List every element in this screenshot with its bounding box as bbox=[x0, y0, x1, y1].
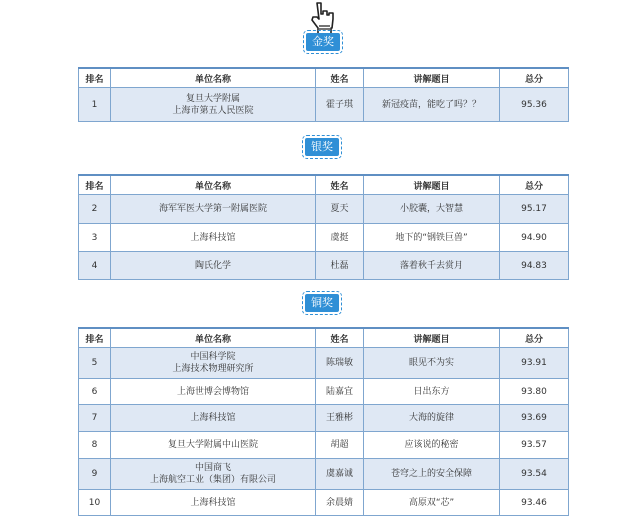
title-cell: 应该说的秘密 bbox=[364, 432, 500, 459]
score-cell: 93.54 bbox=[500, 459, 569, 490]
gold-award-badge: 金奖 bbox=[306, 33, 340, 51]
header-rank: 排名 bbox=[79, 328, 111, 348]
header-rank: 排名 bbox=[79, 68, 111, 88]
header-title: 讲解题目 bbox=[364, 175, 500, 195]
rank-cell: 10 bbox=[79, 490, 111, 516]
gold-table bbox=[78, 67, 569, 122]
unit-line: 上海航空工业（集团）有限公司 bbox=[149, 475, 276, 485]
name-cell: 余晨婧 bbox=[316, 490, 364, 516]
title-cell: 日出东方 bbox=[364, 379, 500, 405]
score-cell: 93.46 bbox=[500, 490, 569, 516]
score-cell: 93.80 bbox=[500, 379, 569, 405]
title-cell: 地下的“钢铁巨兽” bbox=[364, 224, 500, 252]
table-row bbox=[79, 224, 569, 252]
header-unit: 单位名称 bbox=[111, 175, 316, 195]
header-name: 姓名 bbox=[316, 328, 364, 348]
name-cell: 夏天 bbox=[316, 195, 364, 224]
score-cell: 94.83 bbox=[500, 252, 569, 280]
name-cell: 王雅彬 bbox=[316, 405, 364, 432]
header-score: 总分 bbox=[500, 175, 569, 195]
header-unit: 单位名称 bbox=[111, 68, 316, 88]
unit-cell: 陶氏化学 bbox=[111, 252, 316, 280]
table-row bbox=[79, 252, 569, 280]
unit-line: 上海市第五人民医院 bbox=[172, 105, 254, 116]
unit-line: 中国商飞 bbox=[194, 463, 231, 473]
header-rank: 排名 bbox=[79, 175, 111, 195]
rank-cell: 3 bbox=[79, 224, 111, 252]
name-cell: 陈瑞敏 bbox=[316, 348, 364, 379]
title-cell: 大海的旋律 bbox=[364, 405, 500, 432]
rank-cell: 6 bbox=[79, 379, 111, 405]
rank-cell: 2 bbox=[79, 195, 111, 224]
score-cell: 93.57 bbox=[500, 432, 569, 459]
title-cell: 新冠疫苗，能吃了吗？？ bbox=[364, 88, 500, 122]
unit-cell: 上海科技馆 bbox=[111, 490, 316, 516]
unit-cell: 上海科技馆 bbox=[111, 224, 316, 252]
title-cell: 高原双“芯” bbox=[364, 490, 500, 516]
header-score: 总分 bbox=[500, 328, 569, 348]
unit-cell: 上海世博会博物馆 bbox=[111, 379, 316, 405]
silver-table bbox=[78, 174, 569, 280]
rank-cell: 1 bbox=[79, 88, 111, 122]
rank-cell: 8 bbox=[79, 432, 111, 459]
header-score: 总分 bbox=[500, 68, 569, 88]
unit-cell bbox=[111, 88, 316, 122]
table-row bbox=[79, 490, 569, 516]
header-name: 姓名 bbox=[316, 175, 364, 195]
table-row bbox=[79, 405, 569, 432]
title-cell: 小胶囊，大智慧 bbox=[364, 195, 500, 224]
unit-cell bbox=[111, 348, 316, 379]
table-row bbox=[79, 88, 569, 122]
header-title: 讲解题目 bbox=[364, 328, 500, 348]
table-header-row bbox=[79, 175, 569, 195]
unit-cell: 上海科技馆 bbox=[111, 405, 316, 432]
table-row bbox=[79, 379, 569, 405]
bronze-award-badge: 铜奖 bbox=[305, 294, 339, 312]
hand-pointer-icon bbox=[306, 1, 336, 35]
score-cell: 95.17 bbox=[500, 195, 569, 224]
table-row bbox=[79, 348, 569, 379]
rank-cell: 5 bbox=[79, 348, 111, 379]
unit-line: 中国科学院 bbox=[190, 352, 236, 362]
score-cell: 95.36 bbox=[500, 88, 569, 122]
silver-award-badge: 银奖 bbox=[305, 138, 339, 156]
table-header-row bbox=[79, 328, 569, 348]
name-cell: 霍子琪 bbox=[316, 88, 364, 122]
name-cell: 胡超 bbox=[316, 432, 364, 459]
table-row bbox=[79, 195, 569, 224]
table-header-row bbox=[79, 68, 569, 88]
header-title: 讲解题目 bbox=[364, 68, 500, 88]
title-cell: 眼见不为实 bbox=[364, 348, 500, 379]
name-cell: 虞嘉诚 bbox=[316, 459, 364, 490]
title-cell: 苍穹之上的安全保障 bbox=[364, 459, 500, 490]
table-row bbox=[79, 432, 569, 459]
rank-cell: 4 bbox=[79, 252, 111, 280]
unit-line: 复旦大学附属 bbox=[185, 93, 240, 104]
name-cell: 虞挺 bbox=[316, 224, 364, 252]
title-cell: 落着秋千去赏月 bbox=[364, 252, 500, 280]
header-unit: 单位名称 bbox=[111, 328, 316, 348]
name-cell: 陆嘉宜 bbox=[316, 379, 364, 405]
unit-cell: 海军军医大学第一附属医院 bbox=[111, 195, 316, 224]
score-cell: 94.90 bbox=[500, 224, 569, 252]
unit-line: 上海技术物理研究所 bbox=[172, 364, 254, 374]
name-cell: 杜磊 bbox=[316, 252, 364, 280]
rank-cell: 9 bbox=[79, 459, 111, 490]
rank-cell: 7 bbox=[79, 405, 111, 432]
bronze-table bbox=[78, 327, 569, 516]
score-cell: 93.69 bbox=[500, 405, 569, 432]
score-cell: 93.91 bbox=[500, 348, 569, 379]
unit-cell: 复旦大学附属中山医院 bbox=[111, 432, 316, 459]
header-name: 姓名 bbox=[316, 68, 364, 88]
unit-cell bbox=[111, 459, 316, 490]
table-row bbox=[79, 459, 569, 490]
